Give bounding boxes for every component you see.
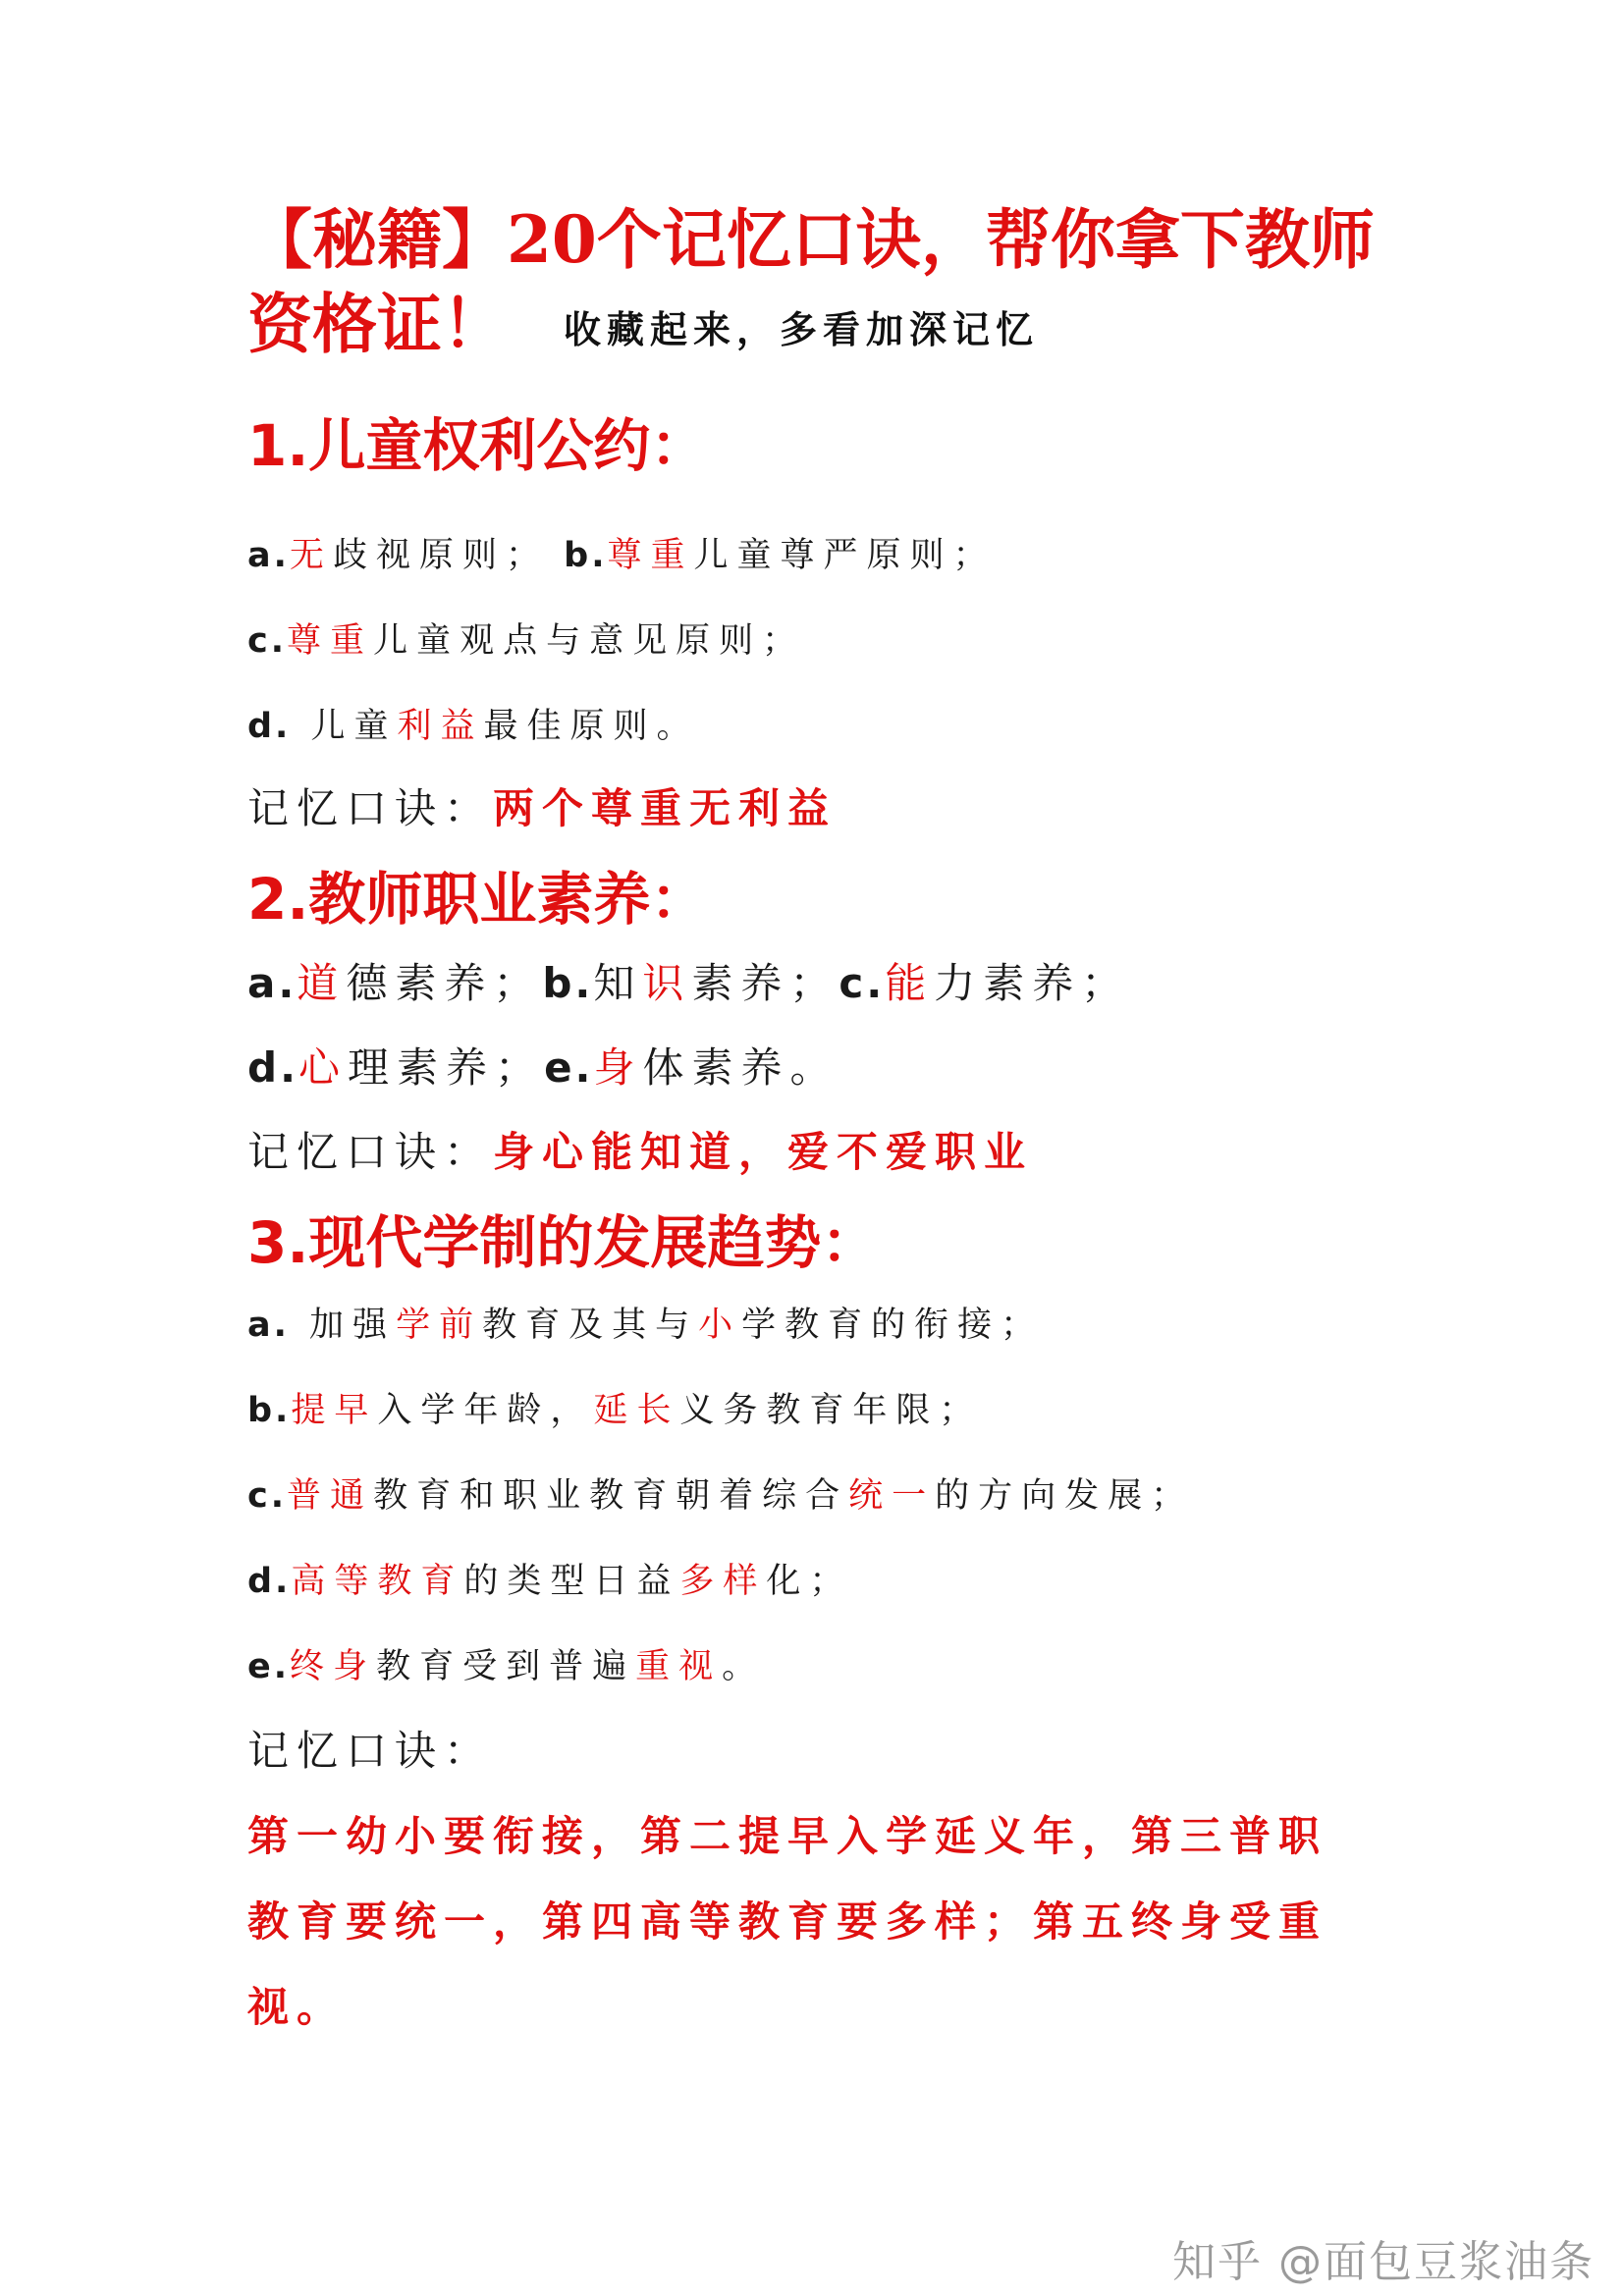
section-3-mnemonic-line-1: 第一幼小要衔接，第二提早入学延义年，第三普职 [247,1812,1328,1860]
item-text: 。 [722,1647,766,1686]
item-text: 最佳原则。 [483,707,700,746]
section-3-item-a [247,1302,1044,1349]
item-label: d. [247,707,292,746]
item-text: 学教育的衔接； [741,1306,1045,1345]
title-line-2 [247,284,1039,370]
keyword-highlight: 能 [885,959,935,1007]
keyword-highlight: 尊重 [607,536,694,575]
mnemonic-label: 记忆口诀： [247,1128,494,1176]
keyword-highlight: 终身 [290,1647,377,1686]
section-3-mnemonic-line-2: 教育要统一，第四高等教育要多样；第五终身受重 [247,1897,1328,1946]
section-1-item-d [247,703,700,750]
item-text: 教育受到普遍 [376,1647,636,1686]
mnemonic-text: 身心能知道，爱不爱职业 [493,1128,1034,1176]
section-2-item-d-e [247,1044,839,1092]
subtitle: 收藏起来，多看加深记忆 [564,308,1040,351]
keyword-highlight: 延长 [593,1391,680,1430]
section-1-item-a-b [247,532,997,579]
item-text: 教育和职业教育朝着综合 [373,1476,849,1516]
item-text: 儿童观点与意见原则； [373,621,806,661]
keyword-highlight: 高等教育 [291,1562,464,1601]
item-text: 儿童 [291,707,398,746]
section-3-mnemonic-line-3: 视。 [247,1983,347,2031]
item-text: 力素养； [934,959,1131,1007]
item-text: 知 [593,959,643,1007]
item-label: a. [247,536,290,575]
item-label: c. [247,1476,288,1516]
item-label: d. [247,1562,292,1601]
keyword-highlight: 重视 [635,1647,723,1686]
title-line-2-text: 资格证！ [247,286,507,362]
item-text: 的类型日益 [463,1562,680,1601]
item-text: 义务教育年限； [679,1391,983,1430]
item-label: a. [247,959,298,1007]
zhihu-watermark: 知乎 @面包豆浆油条 [1172,2237,1595,2287]
keyword-highlight: 小 [698,1306,742,1345]
item-text: 加强 [289,1306,397,1345]
item-text: 化； [766,1562,853,1601]
keyword-highlight: 多样 [679,1562,767,1601]
item-text: 歧视原则； [332,536,549,575]
section-3-mnemonic-label: 记忆口诀： [247,1727,494,1775]
section-1-item-c [247,617,805,665]
keyword-highlight: 识 [642,959,692,1007]
section-3-item-c [247,1472,1194,1520]
item-label: b. [542,959,594,1007]
section-2-heading: 2.教师职业素养： [247,866,708,933]
title-line-1: 【秘籍】20个记忆口诀，帮你拿下教师 [247,201,1375,278]
keyword-highlight: 身 [593,1043,643,1092]
keyword-highlight: 普通 [287,1476,374,1516]
keyword-highlight: 学前 [396,1306,483,1345]
item-label: e. [247,1647,291,1686]
section-3-item-e [247,1643,765,1690]
section-3-item-d [247,1558,852,1605]
item-label: b. [548,536,608,575]
section-1-mnemonic [247,785,837,832]
keyword-highlight: 无 [289,536,333,575]
item-text: 素养； [691,959,839,1007]
section-3-item-b [247,1387,982,1434]
item-label: d. [247,1043,299,1092]
mnemonic-label: 记忆口诀： [247,784,494,832]
section-2-mnemonic [247,1129,1033,1176]
item-text: 儿童尊严原则； [693,536,997,575]
item-text: 教育及其与 [482,1306,699,1345]
keyword-highlight: 利益 [397,707,484,746]
section-3-heading: 3.现代学制的发展趋势： [247,1209,879,1276]
section-2-item-a-c [247,960,1130,1007]
item-text: 德素养； [346,959,543,1007]
keyword-highlight: 尊重 [287,621,374,661]
keyword-highlight: 心 [298,1043,349,1092]
keyword-highlight: 道 [297,959,347,1007]
item-text: 入学年龄， [377,1391,594,1430]
mnemonic-text: 两个尊重无利益 [493,784,838,832]
item-text: 理素养； [348,1043,545,1092]
item-text: 体素养。 [642,1043,839,1092]
section-1-heading: 1.儿童权利公约： [247,412,708,479]
item-label: c. [839,959,886,1007]
item-label: b. [247,1391,292,1430]
keyword-highlight: 统一 [848,1476,936,1516]
item-label: a. [247,1306,290,1345]
item-text: 的方向发展； [935,1476,1195,1516]
item-label: c. [247,621,288,661]
item-label: e. [544,1043,594,1092]
keyword-highlight: 提早 [291,1391,378,1430]
